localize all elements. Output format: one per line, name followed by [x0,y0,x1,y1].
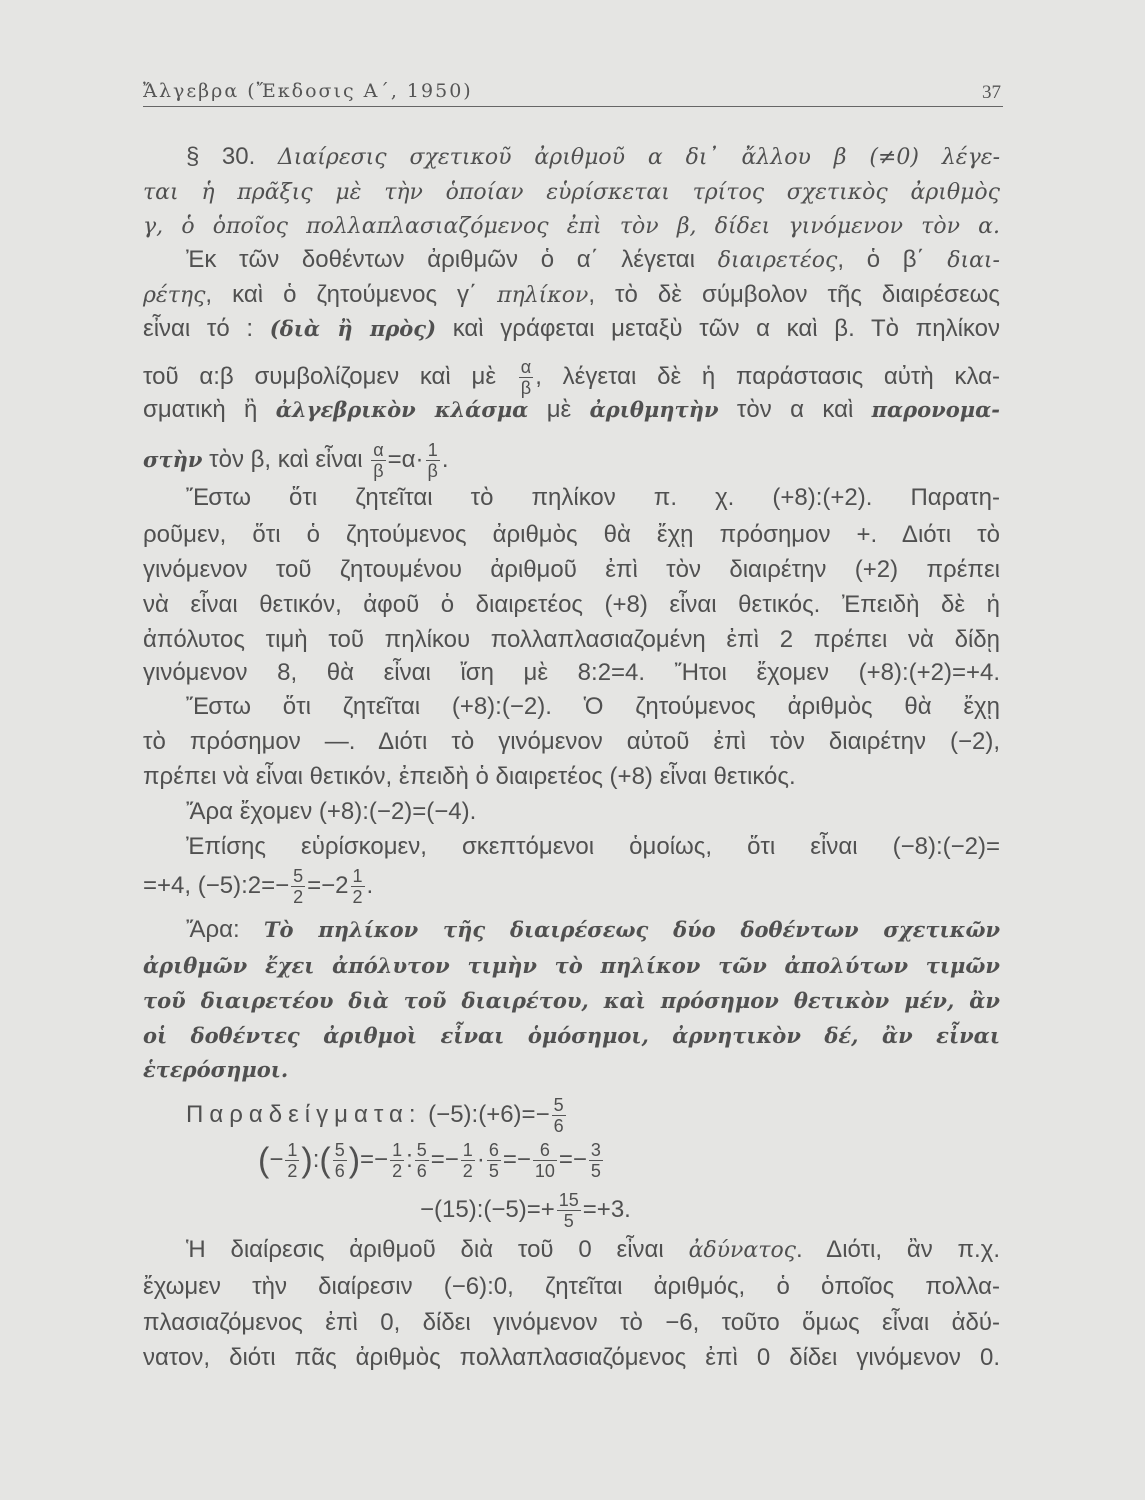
text-segment: Ἡ διαίρεσις ἀριθμοῦ διὰ τοῦ 0 εἶναι [186,1236,689,1263]
text-segment: , τὸ δὲ σύμβολον τῆς διαιρέσεως [588,281,1000,308]
fraction-denominator: 5 [557,1210,581,1231]
fraction [415,1140,429,1181]
text-line [143,357,1001,398]
text-segment: Παραδείγματα: [186,1100,422,1128]
fraction [552,1095,566,1136]
text-line [143,314,1000,344]
text-line [143,590,1000,620]
text-segment: πρέπει νὰ εἶναι θετικόν, ἐπειδὴ ὁ διαιρετέος (+8) εἶναι θετικός. [143,763,796,790]
fraction [390,1140,404,1181]
text-segment: Ἔστω ὅτι ζητεῖται (+8):(−2). Ὁ ζητούμενος ἀριθμὸς θὰ ἔχῃ [186,693,1000,720]
text-line [143,177,1000,207]
fraction-numerator: 6 [488,1140,499,1160]
text-line [143,142,1000,172]
text-line [143,1021,1000,1051]
fraction-numerator: 1 [287,1140,298,1160]
text-segment: σματικὴ ἢ [143,396,276,423]
text-segment: =α· [387,445,424,473]
text-line [143,555,1000,585]
text-segment: νατον, διότι πᾶς ἀριθμὸς πολλαπλασιαζόμενος ἐπὶ 0 δίδει γινόμενον 0. [143,1344,1000,1371]
text-line [143,1343,1000,1373]
emphasized-text: ἀριθμητὴν [589,397,719,422]
text-segment: ( [319,1141,331,1180]
text-segment: =−2 [307,871,349,899]
text-segment: (−5):(+6)=− [421,1100,550,1128]
text-segment: Ἄρα: [186,916,264,943]
text-segment: ἀπόλυτος τιμὴ τοῦ πηλίκου πολλαπλασιαζομένη ἐπὶ 2 πρέπει νὰ δίδῃ [143,626,1000,653]
text-segment: Ἔστω ὅτι ζητεῖται τὸ πηλίκον π. χ. (+8):(+2). Παρατη- [186,484,1000,511]
text-segment: −(15):(−5)=+ [420,1195,555,1223]
text-segment: τὸν β, καὶ εἶναι [202,445,370,473]
fraction-denominator: 2 [352,887,363,907]
text-line [143,1235,1000,1265]
fraction [487,1140,501,1181]
text-segment: εἶναι τό : [143,315,270,342]
fraction-numerator: 6 [539,1140,550,1160]
fraction [351,866,365,907]
emphasized-text: Τὸ πηλίκον τῆς διαιρέσεως δύο δοθέντων σχετικῶν [263,917,1001,942]
text-line [143,951,1000,981]
text-segment: Ἐπίσης εὑρίσκομεν, σκεπτόμενοι ὁμοίως, ὅτι εἶναι (−8):(−2)= [186,833,1000,860]
fraction [333,1140,347,1181]
text-segment: =− [430,1145,459,1173]
text-segment: =− [502,1145,531,1173]
fraction-numerator: 1 [352,866,363,886]
text-segment: νὰ εἶναι θετικόν, ἀφοῦ ὁ διαιρετέος (+8) εἶναι θετικός. Ἐπειδὴ δὲ ἡ [143,591,1000,618]
text-line [143,915,1000,945]
header-title: Ἄλγεβρα (Ἔκδοσις Α΄, 1950) [143,80,473,102]
text-line [258,1140,1115,1181]
fraction-denominator: 2 [392,1161,403,1181]
text-line [143,520,1000,550]
emphasized-text: ται ἡ πρᾶξις μὲ τὴν ὁποίαν εὑρίσκεται τρίτος σχετικὸς ἀριθμὸς [143,180,1000,205]
fraction-numerator: 5 [334,1140,345,1160]
text-segment: § 30. [186,143,278,170]
text-segment: ) [348,1141,361,1180]
fraction-numerator: 5 [293,866,304,886]
text-line [143,762,1000,792]
fraction [291,866,305,907]
emphasized-text: ἀριθμῶν ἔχει ἀπόλυτον τιμὴν τὸ πηλίκον τῶν ἀπολύτων τιμῶν [143,953,1000,978]
fraction-denominator: 2 [287,1161,298,1181]
fraction [589,1140,603,1181]
fraction-numerator: α [373,440,384,460]
fraction [557,1190,581,1231]
text-segment: ἔχωμεν τὴν διαίρεσιν (−6):0, ζητεῖται ἀριθμός, ὁ ὁποῖος πολλα- [143,1273,1000,1300]
text-segment: μὲ [528,396,590,423]
fraction-numerator: 1 [392,1140,403,1160]
text-segment: . [441,445,449,473]
page-number: 37 [982,82,1001,103]
text-segment: , καὶ ὁ ζητούμενος γ΄ [205,281,498,308]
text-line [143,986,1000,1016]
text-line [143,692,1000,722]
fraction [371,440,385,481]
text-segment: ) [301,1141,313,1180]
text-line [143,866,1000,907]
text-line [143,395,1000,425]
running-header [143,80,1003,107]
text-line [143,797,1000,827]
text-line [143,211,1000,241]
emphasized-text: γ, ὁ ὁποῖος πολλαπλασιαζόμενος ἐπὶ τὸν β, δίδει γινόμενον τὸν α. [143,214,1000,239]
text-segment: τοῦ α:β συμβολίζομεν καὶ μὲ [143,362,517,390]
emphasized-text: ἀδύνατος [688,1238,797,1263]
fraction-denominator: 5 [488,1161,499,1181]
fraction-denominator: β [519,377,533,398]
fraction [285,1140,299,1181]
text-segment: : [312,1145,320,1173]
text-segment: − [269,1145,284,1173]
text-segment: ( [258,1141,270,1180]
text-segment: Ἐκ τῶν δοθέντων ἀριθμῶν ὁ α΄ λέγεται [186,246,718,273]
text-segment: =− [558,1145,587,1173]
text-line [143,280,1000,310]
fraction [461,1140,475,1181]
text-segment: =+3. [582,1195,631,1223]
text-segment: καὶ γράφεται μεταξὺ τῶν α καὶ β. Τὸ πηλίκον [436,315,1000,342]
emphasized-text: ρέτης [143,283,206,308]
fraction [519,357,533,398]
text-line [420,1190,1145,1231]
text-line [143,625,1000,655]
emphasized-text: ἑτερόσημοι. [143,1057,289,1082]
text-line [143,832,1000,862]
emphasized-text: Διαίρεσις σχετικοῦ ἀριθμοῦ α δι᾽ ἄλλου β (≠0) λέγε- [277,145,1001,170]
fraction-numerator: 1 [462,1140,473,1160]
text-line [143,1308,1000,1338]
text-segment: , ὁ β΄ [837,246,948,273]
text-segment: τὸν α καὶ [718,396,872,423]
fraction-denominator: β [371,460,385,481]
text-line [143,245,1000,275]
emphasized-text: πηλίκον [497,283,589,308]
text-line [143,483,1000,513]
fraction-numerator: 3 [590,1140,601,1160]
emphasized-text: παρονομα- [871,397,1000,422]
text-segment: . Διότι, ἂν π.χ. [796,1236,1000,1263]
emphasized-text: ἀλγεβρικὸν κλάσμα [275,397,529,422]
text-segment: =+4, (−5):2=− [143,871,290,899]
text-line [143,1272,1000,1302]
fraction-numerator: 5 [416,1140,427,1160]
fraction-numerator: 15 [558,1190,579,1210]
text-segment: Ἄρα ἔχομεν (+8):(−2)=(−4). [186,798,477,825]
text-line [143,727,1000,757]
text-segment: γινόμενον τοῦ ζητουμένου ἀριθμοῦ ἐπὶ τὸν διαιρέτην (+2) πρέπει [143,556,1000,583]
text-segment: . [366,871,374,899]
emphasized-text: διαι- [947,248,1000,273]
text-segment: γινόμενον 8, θὰ εἶναι ἴση μὲ 8:2=4. Ἤτοι ἔχομεν (+8):(+2)=+4. [143,659,1000,686]
text-segment: , λέγεται δὲ ἡ παράστασις αὐτὴ κλα- [535,362,1001,390]
fraction-denominator: 10 [534,1161,555,1181]
emphasized-text: (διὰ ἢ πρὸς) [269,316,437,341]
text-segment: ροῦμεν, ὅτι ὁ ζητούμενος ἀριθμὸς θὰ ἔχῃ πρόσημον +. Διότι τὸ [143,521,1000,548]
fraction-numerator: 5 [553,1095,564,1115]
fraction-denominator: 2 [462,1161,473,1181]
emphasized-text: οἱ δοθέντες ἀριθμοὶ εἶναι ὁμόσημοι, ἀρνητικὸν δέ, ἂν εἶναι [143,1023,1000,1048]
text-segment: =− [360,1145,389,1173]
fraction-denominator: β [427,461,438,481]
text-line [143,440,1000,481]
text-line [143,1095,1000,1136]
fraction-numerator: 1 [427,440,438,460]
text-segment: · [476,1145,485,1173]
fraction-numerator: α [520,357,532,377]
fraction [426,440,440,481]
fraction [533,1140,557,1181]
text-segment: τὸ πρόσημον —. Διότι τὸ γινόμενον αὐτοῦ ἐπὶ τὸν διαιρέτην (−2), [143,728,1000,755]
fraction-denominator: 5 [590,1161,601,1181]
fraction-denominator: 6 [416,1161,427,1181]
fraction-denominator: 2 [293,887,304,907]
emphasized-text: στὴν [143,446,203,472]
text-line [143,658,1000,688]
emphasized-text: τοῦ διαιρετέου διὰ τοῦ διαιρέτου, καὶ πρόσημον θετικὸν μέν, ἂν [143,988,1000,1013]
fraction-denominator: 6 [553,1116,564,1136]
text-segment: πλασιαζόμενος ἐπὶ 0, δίδει γινόμενον τὸ −6, τοῦτο ὅμως εἶναι ἀδύ- [143,1309,1000,1336]
text-line [143,1055,1000,1085]
text-segment: : [406,1145,413,1173]
fraction-denominator: 6 [334,1161,345,1181]
emphasized-text: διαιρετέος [717,248,838,273]
